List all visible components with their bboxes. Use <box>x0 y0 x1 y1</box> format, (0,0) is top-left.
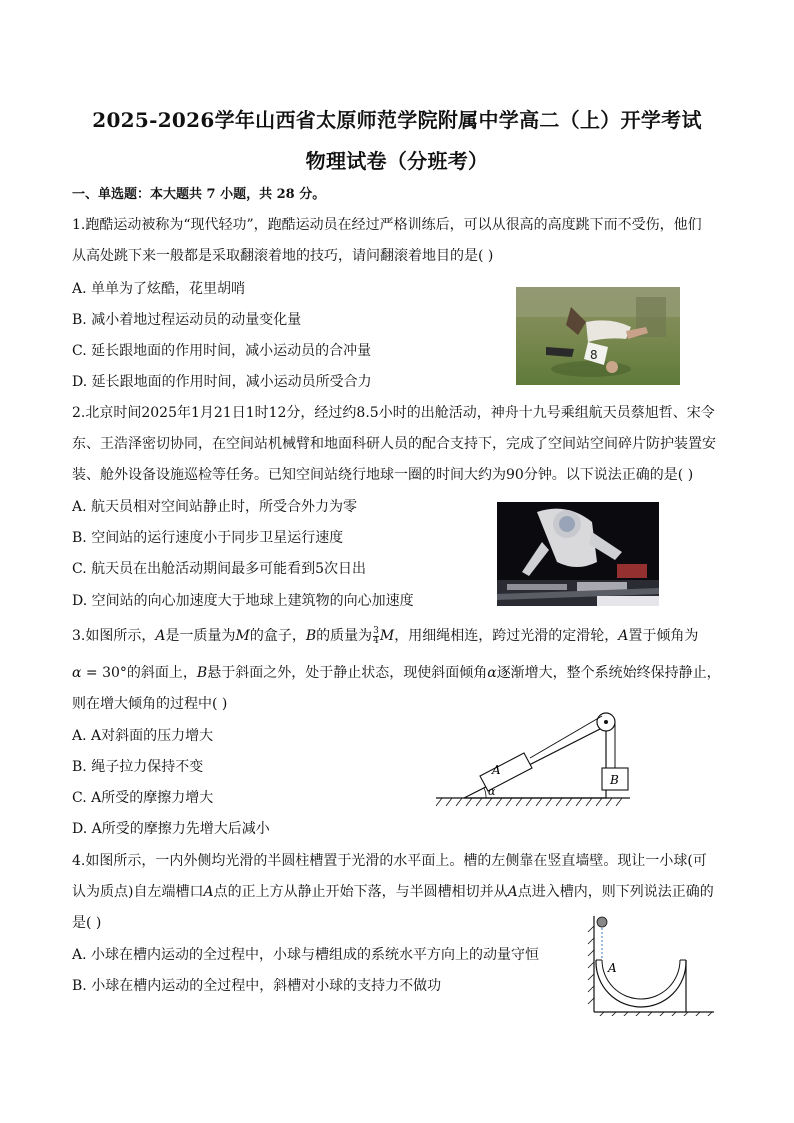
q3-var-m2: M <box>379 628 395 644</box>
fig-label-a: A <box>492 763 501 777</box>
q4-option-a: A. 小球在槽内运动的全过程中，小球与槽组成的系统水平方向上的动量守恒 <box>72 947 540 963</box>
section-heading: 一、单选题：本大题共 7 小题，共 28 分。 <box>72 187 326 202</box>
q2-stem-line1: 2.北京时间2025年1月21日1时12分，经过约8.5小时的出舱活动，神舟十九号乘组航天员蔡旭哲、宋令 <box>72 405 715 421</box>
parkour-photo <box>516 287 680 385</box>
q4-option-b: B. 小球在槽内运动的全过程中，斜槽对小球的支持力不做功 <box>72 978 442 994</box>
q2-option-d: D. 空间站的向心加速度大于地球上建筑物的向心加速度 <box>72 593 414 609</box>
q3-text-2: 是一质量为 <box>165 628 236 644</box>
q4-stem-line1: 4.如图所示，一内外侧均光滑的半圆柱槽置于光滑的水平面上。槽的左侧靠在竖直墙壁。现让一小球(可 <box>72 853 707 869</box>
q3-var-a2: A <box>618 628 629 644</box>
q3-text-4: 的质量为 <box>316 628 373 644</box>
q3-var-m: M <box>235 628 250 644</box>
q4-text-3: 点进入槽内，则下列说法正确的 <box>517 884 714 900</box>
q3-text-8: 悬于斜面之外，处于静止状态，现使斜面倾角 <box>207 665 488 681</box>
q2-option-a: A. 航天员相对空间站静止时，所受合外力为零 <box>72 499 358 515</box>
q2-option-c: C. 航天员在出舱活动期间最多可能看到5次日出 <box>72 561 367 577</box>
q3-frac-den: 4 <box>373 635 379 646</box>
exam-subtitle: 物理试卷（分班考） <box>305 149 489 173</box>
q4-var-a2: A <box>507 884 518 900</box>
incline-pulley-diagram <box>434 706 634 810</box>
q3-text-7: = 30°的斜面上， <box>81 665 197 681</box>
q3-var-b: B <box>305 628 317 644</box>
q3-alpha2: α <box>487 665 497 681</box>
fig4-label-a: A <box>608 961 617 975</box>
q3-stem-line1 <box>72 626 698 646</box>
q3-option-b: B. 绳子拉力保持不变 <box>72 759 204 775</box>
q3-text-6: 置于倾角为 <box>628 628 699 644</box>
q2-option-b: B. 空间站的运行速度小于同步卫星运行速度 <box>72 530 344 546</box>
q3-stem-line2 <box>72 663 721 683</box>
q2-stem-line2: 东、王浩泽密切协同，在空间站机械臂和地面科研人员的配合支持下，完成了空间站空间碎片防护装置安 <box>72 436 716 452</box>
q3-fraction <box>373 627 379 646</box>
q3-option-a: A. A对斜面的压力增大 <box>72 728 214 744</box>
astronaut-photo <box>497 502 659 606</box>
q3-frac-num: 3 <box>373 625 379 636</box>
q4-stem-line3: 是( ) <box>72 915 102 931</box>
q1-option-d: D. 延长跟地面的作用时间，减小运动员所受合力 <box>72 374 372 390</box>
q4-var-a: A <box>203 884 214 900</box>
q3-text-3: 的盒子， <box>249 628 306 644</box>
q3-var-b2: B <box>196 665 208 681</box>
q1-option-a: A. 单单为了炫酷，花里胡哨 <box>72 281 246 297</box>
q3-text-5: ，用细绳相连，跨过光滑的定滑轮， <box>394 628 619 644</box>
q3-option-c: C. A所受的摩擦力增大 <box>72 790 214 806</box>
q1-stem-line2: 从高处跳下来一般都是采取翻滚着地的技巧，请问翻滚着地目的是( ) <box>72 248 494 264</box>
half-cylinder-diagram <box>586 912 716 1016</box>
q2-stem-line3: 装、舱外设备设施巡检等任务。已知空间站绕行地球一圈的时间大约为90分钟。以下说法正确的是( ) <box>72 467 694 483</box>
q3-alpha: α <box>72 665 82 681</box>
fig-label-alpha: α <box>488 785 496 798</box>
q3-text-1: 3.如图所示， <box>72 628 156 644</box>
q4-stem-line2 <box>72 882 714 902</box>
exam-title: 2025-2026学年山西省太原师范学院附属中学高二（上）开学考试 <box>92 108 702 132</box>
q4-text-1: 认为质点)自左端槽口 <box>72 884 204 900</box>
q4-text-2: 点的正上方从静止开始下落，与半圆槽相切并从 <box>213 884 508 900</box>
q3-text-9: 逐渐增大，整个系统始终保持静止， <box>496 665 721 681</box>
fig-label-b: B <box>610 773 619 787</box>
svg-text:8: 8 <box>590 348 598 362</box>
q3-var-a: A <box>155 628 166 644</box>
q1-stem-line1: 1.跑酷运动被称为“现代轻功”，跑酷运动员在经过严格训练后，可以从很高的高度跳下而不受伤，他们 <box>72 217 702 233</box>
q1-option-b: B. 减小着地过程运动员的动量变化量 <box>72 312 302 328</box>
q3-stem-line3: 则在增大倾角的过程中( ) <box>72 696 228 712</box>
q1-option-c: C. 延长跟地面的作用时间，减小运动员的合冲量 <box>72 343 372 359</box>
q3-option-d: D. A所受的摩擦力先增大后减小 <box>72 821 270 837</box>
